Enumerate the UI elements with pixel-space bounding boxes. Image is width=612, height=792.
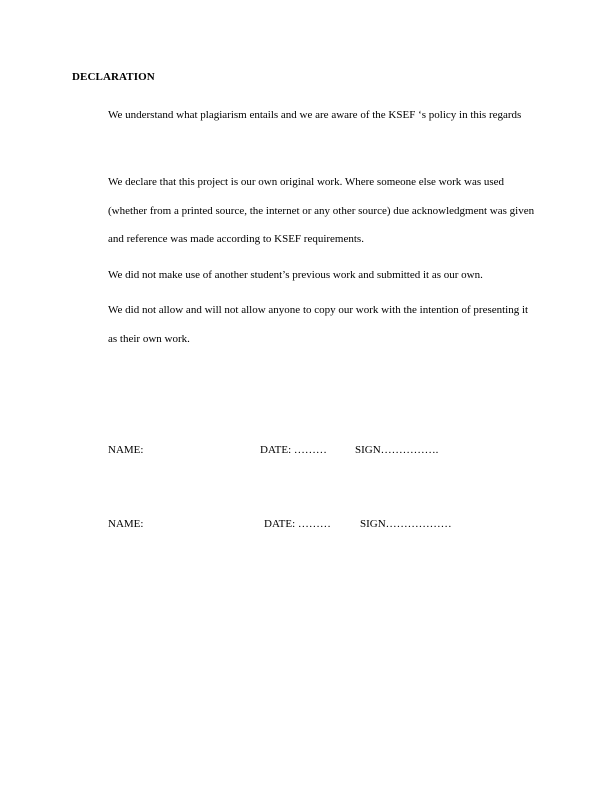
paragraph-original-work: We declare that this project is our own original work. Where someone else work was used (whether from a printed source, the internet or any other source) due acknowledgment was given and reference was made according to KSEF requirements. xyxy=(108,176,535,245)
name-label: NAME: xyxy=(108,444,144,456)
paragraph-no-copying: We did not allow and will not allow anyone to copy our work with the intention of presenting it as their own work. xyxy=(108,304,529,345)
signature-row xyxy=(0,444,612,460)
date-label: DATE: ……… xyxy=(264,518,331,530)
signature-row xyxy=(0,518,612,534)
sign-label: SIGN……………. xyxy=(355,444,439,456)
name-label: NAME: xyxy=(108,518,144,530)
date-label: DATE: ……… xyxy=(260,444,327,456)
paragraph-no-reuse: We did not make use of another student’s previous work and submitted it as our own. xyxy=(108,269,483,281)
sign-label: SIGN……………… xyxy=(360,518,452,530)
declaration-heading: DECLARATION xyxy=(72,71,155,83)
paragraph-plagiarism-awareness: We understand what plagiarism entails and we are aware of the KSEF ‘s policy in this regards xyxy=(108,109,522,121)
